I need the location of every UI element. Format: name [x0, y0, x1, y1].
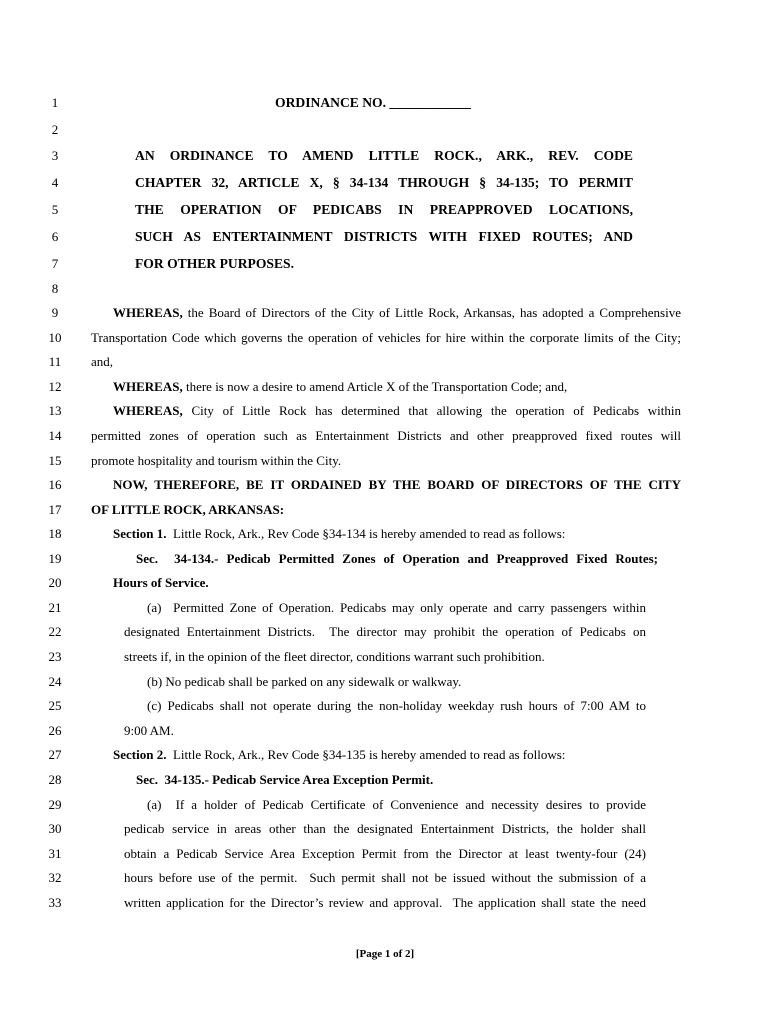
body-text: Little Rock, Ark., Rev Code §34-135 is hereby amended to read as follows:: [166, 747, 566, 762]
line-number: 24: [48, 674, 62, 689]
whereas-label: WHEREAS,: [113, 403, 183, 418]
section-label: Section 1.: [113, 526, 167, 541]
whereas-paragraph-1: [113, 302, 681, 324]
line-number: 13: [48, 403, 62, 418]
line-number: 32: [48, 870, 62, 885]
line-number: 10: [48, 330, 62, 345]
body-text: Little Rock, Ark., Rev Code §34-134 is hereby amended to read as follows:: [166, 526, 566, 541]
ordinance-title: ORDINANCE NO. ____________: [275, 95, 471, 110]
page-footer: [Page 1 of 2]: [355, 948, 415, 960]
line-number: 3: [51, 148, 59, 163]
body-line: designated Entertainment Districts. The director may prohibit the operation of Pedicabs on: [124, 624, 646, 639]
line-number: 21: [48, 600, 62, 615]
line-number: 2: [51, 122, 59, 137]
body-text: there is now a desire to amend Article X of the Transportation Code; and,: [182, 379, 568, 394]
whereas-paragraph-2: [113, 376, 567, 398]
line-number: 28: [48, 772, 62, 787]
section-label: Section 2.: [113, 747, 167, 762]
body-line: obtain a Pedicab Service Area Exception Permit from the Director at least twenty-four (24): [124, 846, 646, 861]
whereas-paragraph-3: [113, 400, 681, 422]
body-line: hours before use of the permit. Such permit shall not be issued without the submission of a: [124, 870, 646, 885]
body-line: promote hospitality and tourism within the City.: [91, 453, 342, 468]
line-number: 29: [48, 797, 62, 812]
line-number: 20: [48, 575, 62, 590]
whereas-label: WHEREAS,: [113, 305, 183, 320]
heading-line: CHAPTER 32, ARTICLE X, § 34-134 THROUGH § 34-135; TO PERMIT: [135, 175, 633, 190]
body-line: pedicab service in areas other than the designated Entertainment Districts, the holder shall: [124, 821, 646, 836]
body-text: the Board of Directors of the City of Little Rock, Arkansas, has adopted a Comprehensive: [182, 305, 681, 320]
section-heading: Hours of Service.: [113, 575, 209, 590]
line-number: 4: [51, 175, 59, 190]
body-line: (c) Pedicabs shall not operate during the non-holiday weekday rush hours of 7:00 AM to: [147, 698, 646, 713]
body-line: (a) Permitted Zone of Operation. Pedicabs may only operate and carry passengers within: [147, 600, 646, 615]
ordained-clause: NOW, THEREFORE, BE IT ORDAINED BY THE BOARD OF DIRECTORS OF THE CITY: [113, 477, 681, 492]
body-line: written application for the Director’s review and approval. The application shall state the need: [124, 895, 646, 910]
line-number: 27: [48, 747, 62, 762]
body-line: (b) No pedicab shall be parked on any sidewalk or walkway.: [147, 674, 462, 689]
line-number: 18: [48, 526, 62, 541]
section-2: [113, 744, 565, 766]
line-number: 19: [48, 551, 62, 566]
line-number: 26: [48, 723, 62, 738]
line-number: 31: [48, 846, 62, 861]
line-number: 6: [51, 229, 59, 244]
line-number: 17: [48, 502, 62, 517]
line-number: 1: [51, 95, 59, 110]
body-line: streets if, in the opinion of the fleet director, conditions warrant such prohibition.: [124, 649, 545, 664]
body-line: and,: [91, 354, 114, 369]
line-number: 7: [51, 256, 59, 271]
section-heading: Sec. 34-135.- Pedicab Service Area Exception Permit.: [136, 772, 434, 787]
line-number: 12: [48, 379, 62, 394]
body-line: (a) If a holder of Pedicab Certificate of Convenience and necessity desires to provide: [147, 797, 646, 812]
section-heading: Sec. 34-134.- Pedicab Permitted Zones of Operation and Preapproved Fixed Routes;: [136, 551, 658, 566]
line-number: 9: [51, 305, 59, 320]
line-number: 16: [48, 477, 62, 492]
body-line: 9:00 AM.: [124, 723, 174, 738]
line-number: 5: [51, 202, 59, 217]
whereas-label: WHEREAS,: [113, 379, 183, 394]
line-number: 23: [48, 649, 62, 664]
line-number: 8: [51, 281, 59, 296]
body-line: permitted zones of operation such as Entertainment Districts and other preapproved fixed routes will: [91, 428, 681, 443]
heading-line: THE OPERATION OF PEDICABS IN PREAPPROVED LOCATIONS,: [135, 202, 633, 217]
line-number: 22: [48, 624, 62, 639]
line-number: 33: [48, 895, 62, 910]
heading-line: FOR OTHER PURPOSES.: [135, 256, 294, 271]
line-number: 11: [48, 354, 62, 369]
line-number: 14: [48, 428, 62, 443]
heading-line: SUCH AS ENTERTAINMENT DISTRICTS WITH FIXED ROUTES; AND: [135, 229, 633, 244]
ordained-clause: OF LITTLE ROCK, ARKANSAS:: [91, 502, 285, 517]
body-text: City of Little Rock has determined that allowing the operation of Pedicabs within: [182, 403, 681, 418]
line-number: 15: [48, 453, 62, 468]
heading-line: AN ORDINANCE TO AMEND LITTLE ROCK., ARK., REV. CODE: [135, 148, 633, 163]
line-number: 30: [48, 821, 62, 836]
body-line: Transportation Code which governs the operation of vehicles for hire within the corporate limits of the City;: [91, 330, 681, 345]
line-number: 25: [48, 698, 62, 713]
section-1: [113, 523, 565, 545]
